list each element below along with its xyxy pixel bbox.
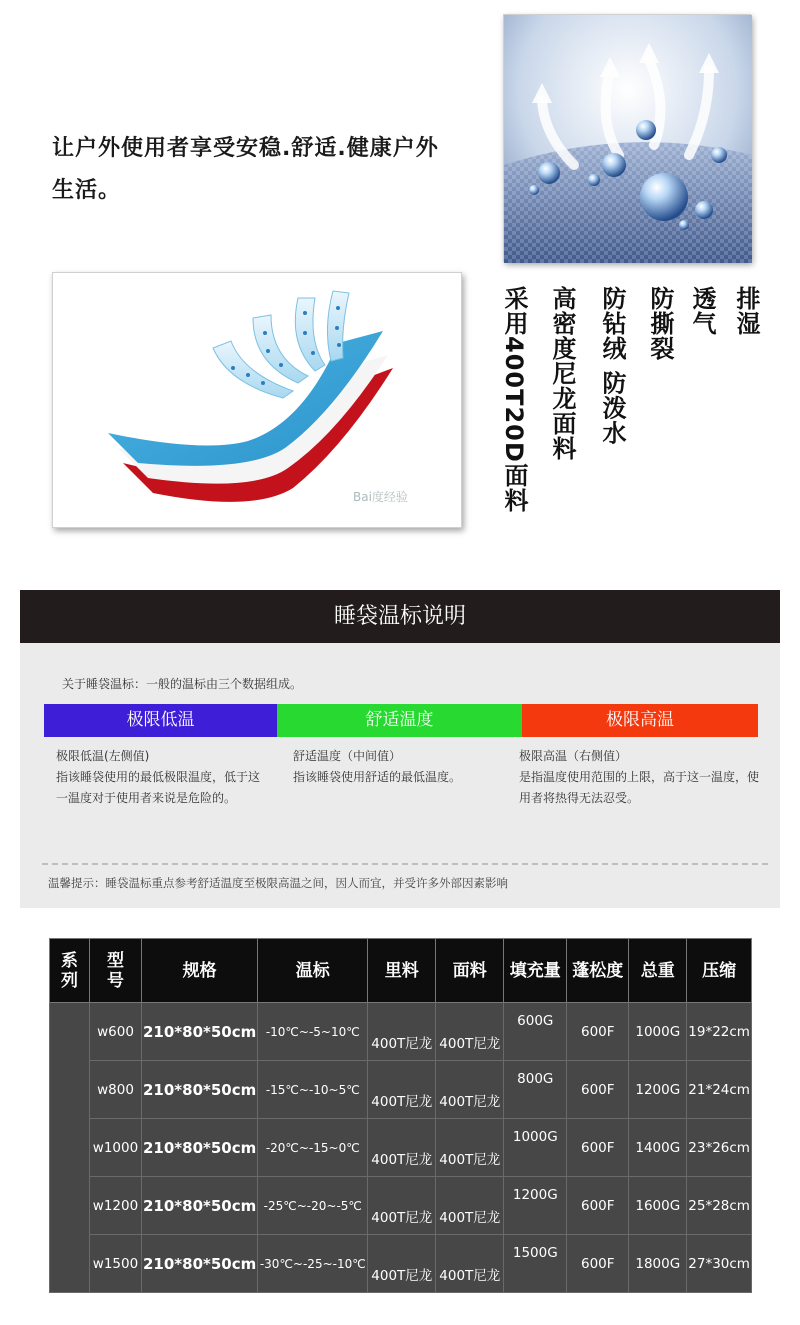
header-fill: 填充量 [504,939,567,1003]
table-row [50,1177,752,1235]
cell-model: w1000 [90,1119,142,1177]
cell-temp: -30℃~-25~-10℃ [258,1235,368,1293]
rating-tip: 温馨提示：睡袋温标重点参考舒适温度至极限高温之间，因人而宜，并受许多外部因素影响 [48,876,508,890]
zone-low-desc-body: 指该睡袋使用的最低极限温度，低于这一温度对于使用者来说是危险的。 [56,770,261,805]
rating-intro: 关于睡袋温标：一般的温标由三个数据组成。 [62,677,303,691]
zone-high-label: 极限高温 [522,704,758,737]
cell-shell: 400T尼龙 [436,1003,504,1061]
cell-shell: 400T尼龙 [436,1061,504,1119]
cell-fill: 600G [504,1003,567,1061]
header-temp: 温标 [258,939,368,1003]
cell-weight: 1000G [629,1003,687,1061]
cell-compress: 19*22cm [687,1003,752,1061]
cell-lining: 400T尼龙 [368,1119,436,1177]
zone-low-desc-title: 极限低温(左侧值) [56,749,150,763]
cell-compress: 23*26cm [687,1119,752,1177]
cell-temp: -25℃~-20~-5℃ [258,1177,368,1235]
zone-comfort-desc [293,746,513,788]
fabric-layers-illustration [53,273,463,529]
cell-shell: 400T尼龙 [436,1235,504,1293]
zone-low-desc [56,746,271,809]
cell-lining: 400T尼龙 [368,1061,436,1119]
cell-compress: 25*28cm [687,1177,752,1235]
cell-temp: -10℃~-5~10℃ [258,1003,368,1061]
cell-fill: 1200G [504,1177,567,1235]
intro-line-1: 让户外使用者享受安稳.舒适.健康户外 [52,136,439,161]
zone-high-desc-body: 是指温度使用范围的上限，高于这一温度，使用者将热得无法忍受。 [519,770,760,805]
feature-nylon-fabric: 高密度尼龙面料 [548,286,576,461]
cell-shell: 400T尼龙 [436,1177,504,1235]
cell-model: w600 [90,1003,142,1061]
cell-loft: 600F [567,1003,629,1061]
feature-tear-resistant: 防撕裂 [646,286,674,361]
header-loft: 蓬松度 [567,939,629,1003]
cell-temp: -15℃~-10~5℃ [258,1061,368,1119]
fabric-droplet-image [503,14,751,262]
feature-downproof-waterproof: 防钻绒 防泼水 [598,286,626,446]
rating-panel [20,643,780,908]
cell-model: w1200 [90,1177,142,1235]
cell-fill: 1000G [504,1119,567,1177]
zone-low-label: 极限低温 [44,704,277,737]
fabric-droplet-illustration [504,15,752,263]
cell-size: 210*80*50cm [142,1177,258,1235]
cell-size: 210*80*50cm [142,1061,258,1119]
zone-high-desc [519,746,764,809]
cell-loft: 600F [567,1119,629,1177]
header-compress: 压缩 [687,939,752,1003]
cell-loft: 600F [567,1061,629,1119]
table-row [50,1003,752,1061]
zone-comfort-label: 舒适温度 [277,704,522,737]
table-row [50,1235,752,1293]
spec-table [49,938,752,1293]
cell-shell: 400T尼龙 [436,1119,504,1177]
cell-temp: -20℃~-15~0℃ [258,1119,368,1177]
rating-banner-title: 睡袋温标说明 [20,590,780,643]
cell-size: 210*80*50cm [142,1119,258,1177]
header-model [90,939,142,1003]
series-cell [50,1003,90,1293]
zone-comfort-desc-title: 舒适温度（中间值） [293,749,402,763]
feature-400t-fabric: 采用400T20D面料 [500,286,528,513]
feature-breathable: 透气 [688,286,716,336]
watermark: Bai度经验 [353,490,408,504]
fabric-layers-image [52,272,462,528]
cell-loft: 600F [567,1235,629,1293]
header-lining: 里料 [368,939,436,1003]
cell-size: 210*80*50cm [142,1003,258,1061]
cell-lining: 400T尼龙 [368,1177,436,1235]
divider [42,863,768,865]
cell-loft: 600F [567,1177,629,1235]
cell-size: 210*80*50cm [142,1235,258,1293]
zone-high-desc-title: 极限高温（右侧值） [519,749,628,763]
table-header-row [50,939,752,1003]
header-series [50,939,90,1003]
zone-comfort-desc-body: 指该睡袋使用舒适的最低温度。 [293,770,462,784]
cell-model: w800 [90,1061,142,1119]
cell-fill: 800G [504,1061,567,1119]
cell-lining: 400T尼龙 [368,1235,436,1293]
cell-weight: 1600G [629,1177,687,1235]
cell-weight: 1200G [629,1061,687,1119]
header-model-text: 型号 [107,950,124,991]
cell-fill: 1500G [504,1235,567,1293]
cell-weight: 1800G [629,1235,687,1293]
intro-line-2: 生活。 [52,178,122,203]
header-weight: 总重 [629,939,687,1003]
cell-lining: 400T尼龙 [368,1003,436,1061]
header-shell: 面料 [436,939,504,1003]
cell-compress: 21*24cm [687,1061,752,1119]
cell-model: w1500 [90,1235,142,1293]
header-series-text: 系列 [61,950,78,991]
cell-weight: 1400G [629,1119,687,1177]
header-size: 规格 [142,939,258,1003]
intro-text [52,128,482,212]
table-row [50,1119,752,1177]
table-row [50,1061,752,1119]
cell-compress: 27*30cm [687,1235,752,1293]
feature-moisture: 排湿 [732,286,760,336]
